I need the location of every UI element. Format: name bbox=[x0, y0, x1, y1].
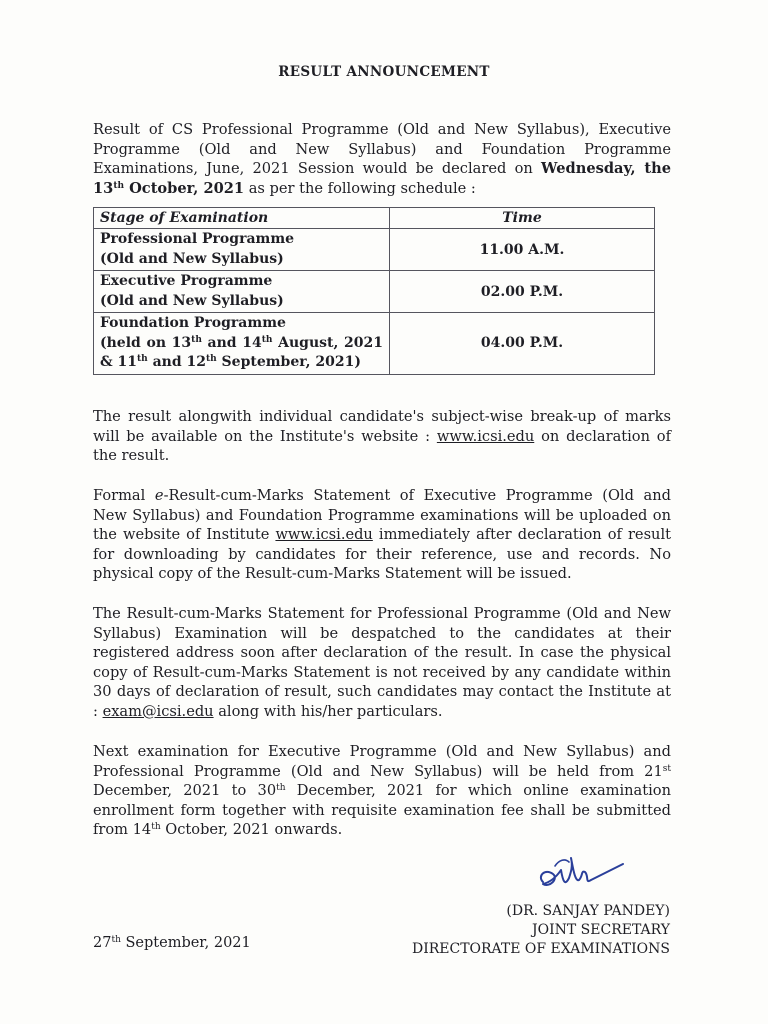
signature-mark bbox=[535, 852, 630, 900]
next-exam-paragraph: Next examination for Executive Programme (Old and New Syllabus) and Professional Programme (Old and New Syllabus) will be held from 21st December, 2021 to 30th December, 2021 for which online examination enrollment form together with requisite examination fee shall be submitted from 14th October, 2021 onwards. bbox=[93, 743, 671, 839]
results-website-paragraph: The result alongwith individual candidate's subject-wise break-up of marks will be available on the Institute's website : www.icsi.edu on declaration of the result. bbox=[93, 408, 671, 465]
header-time: Time bbox=[390, 208, 655, 229]
signatory-name: (DR. SANJAY PANDEY) bbox=[506, 903, 670, 919]
email-link[interactable]: exam@icsi.edu bbox=[102, 702, 214, 720]
website-link[interactable]: www.icsi.edu bbox=[275, 526, 373, 544]
stage-cell: Foundation Programme (held on 13th and 14th August, 2021 & 11th and 12th September, 2021) bbox=[94, 313, 390, 375]
table-header-row bbox=[94, 208, 655, 229]
table-row bbox=[94, 229, 655, 271]
signatory-department: DIRECTORATE OF EXAMINATIONS bbox=[411, 941, 670, 957]
header-stage: Stage of Examination bbox=[94, 208, 390, 229]
marks-statement-paragraph: The Result-cum-Marks Statement for Professional Programme (Old and New Syllabus) Examination will be despatched to the candidates at their registered address soon after declaration of the result. In case the physical copy of Result-cum-Marks Statement is not received by any candidate within 30 days of declaration of result, such candidates may contact the Institute at : exam@icsi.edu along with his/her particulars. bbox=[93, 605, 671, 720]
signatory-designation: JOINT SECRETARY bbox=[532, 922, 670, 938]
table-row bbox=[94, 271, 655, 313]
time-cell: 11.00 A.M. bbox=[390, 229, 655, 271]
time-cell: 04.00 P.M. bbox=[390, 313, 655, 375]
intro-text: Result of CS Professional Programme (Old and New Syllabus), Executive Programme (Old and New Syllabus) and Foundation Programme Examinations, June, 2021 Session would be declared on bbox=[93, 121, 671, 178]
page-title: RESULT ANNOUNCEMENT bbox=[278, 64, 490, 80]
stage-cell: Executive Programme (Old and New Syllabus) bbox=[94, 271, 390, 313]
intro-paragraph: Result of CS Professional Programme (Old and New Syllabus), Executive Programme (Old and New Syllabus) and Foundation Programme Examinations, June, 2021 Session would be declared on Wednesday, the 13th October, 2021 as per the following schedule : bbox=[93, 121, 671, 197]
declaration-date: Wednesday, the 13th October, 2021 bbox=[93, 160, 671, 197]
website-link[interactable]: www.icsi.edu bbox=[436, 427, 535, 445]
e-result-paragraph: Formal e-Result-cum-Marks Statement of Executive Programme (Old and New Syllabus) and Foundation Programme examinations will be uploaded on the website of Institute www.icsi.edu immediately after declaration of result for downloading by candidates for their reference, use and records. No physical copy of the Result-cum-Marks Statement will be issued. bbox=[93, 487, 671, 583]
schedule-table bbox=[93, 207, 655, 375]
table-row bbox=[94, 313, 655, 375]
stage-cell: Professional Programme (Old and New Syllabus) bbox=[94, 229, 390, 271]
time-cell: 02.00 P.M. bbox=[390, 271, 655, 313]
issue-date: 27th September, 2021 bbox=[93, 935, 251, 951]
signatory-block bbox=[412, 902, 670, 959]
